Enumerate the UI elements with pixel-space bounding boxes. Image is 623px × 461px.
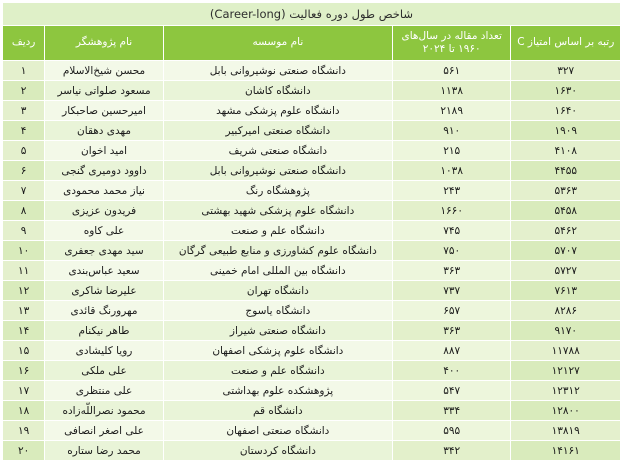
cell-rank: ۵۷۰۷ [511, 241, 621, 261]
cell-papers: ۳۶۳ [392, 261, 511, 281]
cell-researcher: داوود دومیری گنجی [45, 161, 164, 181]
cell-row-number: ۲۰ [3, 441, 45, 461]
cell-row-number: ۱۷ [3, 381, 45, 401]
cell-researcher: امیرحسین صاحبکار [45, 101, 164, 121]
cell-researcher: علی ملکی [45, 361, 164, 381]
cell-papers: ۵۴۷ [392, 381, 511, 401]
column-header-institution: نام موسسه [163, 26, 392, 61]
cell-papers: ۲۴۳ [392, 181, 511, 201]
cell-researcher: فریدون عزیزی [45, 201, 164, 221]
cell-row-number: ۱۸ [3, 401, 45, 421]
cell-row-number: ۲ [3, 81, 45, 101]
cell-institution: دانشگاه علوم پزشکی شهید بهشتی [163, 201, 392, 221]
cell-researcher: مهدی دهقان [45, 121, 164, 141]
cell-researcher: مهرورنگ قائدی [45, 301, 164, 321]
cell-papers: ۳۶۳ [392, 321, 511, 341]
cell-rank: ۱۲۳۱۲ [511, 381, 621, 401]
column-header-papers: تعداد مقاله در سال‌های ۱۹۶۰ تا ۲۰۲۴ [392, 26, 511, 61]
cell-institution: دانشگاه تهران [163, 281, 392, 301]
cell-row-number: ۱ [3, 61, 45, 81]
cell-row-number: ۹ [3, 221, 45, 241]
cell-institution: پژوهشگاه رنگ [163, 181, 392, 201]
cell-papers: ۷۴۵ [392, 221, 511, 241]
table-row [3, 381, 621, 401]
cell-row-number: ۴ [3, 121, 45, 141]
cell-institution: دانشگاه صنعتی نوشیروانی بابل [163, 61, 392, 81]
cell-researcher: سعید عباس‌بندی [45, 261, 164, 281]
cell-institution: دانشگاه یاسوج [163, 301, 392, 321]
cell-papers: ۳۳۴ [392, 401, 511, 421]
cell-researcher: طاهر نیکنام [45, 321, 164, 341]
cell-rank: ۱۲۸۰۰ [511, 401, 621, 421]
table-title-row [3, 3, 621, 26]
cell-rank: ۴۱۰۸ [511, 141, 621, 161]
cell-papers: ۱۶۶۰ [392, 201, 511, 221]
cell-researcher: علی کاوه [45, 221, 164, 241]
cell-researcher: مسعود صلواتی نیاسر [45, 81, 164, 101]
cell-papers: ۴۰۰ [392, 361, 511, 381]
cell-institution: دانشگاه صنعتی نوشیروانی بابل [163, 161, 392, 181]
cell-rank: ۱۹۰۹ [511, 121, 621, 141]
table-row [3, 161, 621, 181]
cell-row-number: ۱۵ [3, 341, 45, 361]
cell-rank: ۹۱۷۰ [511, 321, 621, 341]
column-header-researcher: نام پژوهشگر [45, 26, 164, 61]
table-row [3, 281, 621, 301]
cell-row-number: ۱۶ [3, 361, 45, 381]
cell-rank: ۱۳۸۱۹ [511, 421, 621, 441]
cell-row-number: ۱۰ [3, 241, 45, 261]
cell-researcher: علی اصغر انصافی [45, 421, 164, 441]
cell-papers: ۹۱۰ [392, 121, 511, 141]
cell-row-number: ۶ [3, 161, 45, 181]
cell-institution: دانشگاه قم [163, 401, 392, 421]
table-row [3, 261, 621, 281]
table-row [3, 181, 621, 201]
table-row [3, 341, 621, 361]
table-row [3, 81, 621, 101]
cell-institution: دانشگاه علوم پزشکی اصفهان [163, 341, 392, 361]
cell-researcher: نیاز محمد محمودی [45, 181, 164, 201]
cell-row-number: ۷ [3, 181, 45, 201]
table-row [3, 401, 621, 421]
table-row [3, 61, 621, 81]
cell-rank: ۵۴۶۲ [511, 221, 621, 241]
cell-institution: پژوهشکده علوم بهداشتی [163, 381, 392, 401]
table-row [3, 241, 621, 261]
table-row [3, 301, 621, 321]
cell-researcher: رویا کلیشادی [45, 341, 164, 361]
cell-papers: ۵۹۵ [392, 421, 511, 441]
cell-rank: ۵۳۶۳ [511, 181, 621, 201]
cell-institution: دانشگاه صنعتی اصفهان [163, 421, 392, 441]
cell-rank: ۵۴۵۸ [511, 201, 621, 221]
cell-row-number: ۱۹ [3, 421, 45, 441]
table-row [3, 421, 621, 441]
table-title: شاخص طول دوره فعالیت (Career-long) [3, 3, 621, 26]
cell-researcher: علیرضا شاکری [45, 281, 164, 301]
cell-researcher: امید اخوان [45, 141, 164, 161]
column-header-rank: رتبه بر اساس امتیاز C [511, 26, 621, 61]
cell-rank: ۱۴۱۶۱ [511, 441, 621, 461]
table-body [3, 61, 621, 461]
cell-papers: ۲۱۸۹ [392, 101, 511, 121]
cell-institution: دانشگاه علم و صنعت [163, 361, 392, 381]
table-row [3, 101, 621, 121]
cell-papers: ۸۸۷ [392, 341, 511, 361]
cell-rank: ۸۲۸۶ [511, 301, 621, 321]
cell-researcher: علی منتظری [45, 381, 164, 401]
cell-papers: ۳۴۲ [392, 441, 511, 461]
cell-institution: دانشگاه علوم کشاورزی و منابع طبیعی گرگان [163, 241, 392, 261]
cell-papers: ۲۱۵ [392, 141, 511, 161]
table-row [3, 221, 621, 241]
cell-row-number: ۱۳ [3, 301, 45, 321]
cell-papers: ۷۵۰ [392, 241, 511, 261]
cell-papers: ۱۱۳۸ [392, 81, 511, 101]
cell-institution: دانشگاه علوم پزشکی مشهد [163, 101, 392, 121]
cell-row-number: ۱۱ [3, 261, 45, 281]
table-row [3, 121, 621, 141]
cell-institution: دانشگاه کاشان [163, 81, 392, 101]
cell-rank: ۱۶۴۰ [511, 101, 621, 121]
cell-rank: ۵۷۲۷ [511, 261, 621, 281]
cell-institution: دانشگاه بین المللی امام خمینی [163, 261, 392, 281]
cell-researcher: محسن شیخ‌الاسلام [45, 61, 164, 81]
cell-institution: دانشگاه کردستان [163, 441, 392, 461]
cell-researcher: سید مهدی جعفری [45, 241, 164, 261]
cell-row-number: ۱۴ [3, 321, 45, 341]
cell-institution: دانشگاه صنعتی شریف [163, 141, 392, 161]
table-header-row [3, 26, 621, 61]
cell-institution: دانشگاه علم و صنعت [163, 221, 392, 241]
cell-rank: ۳۲۷ [511, 61, 621, 81]
cell-row-number: ۱۲ [3, 281, 45, 301]
cell-papers: ۱۰۳۸ [392, 161, 511, 181]
cell-papers: ۵۶۱ [392, 61, 511, 81]
cell-row-number: ۵ [3, 141, 45, 161]
table-row [3, 361, 621, 381]
cell-row-number: ۳ [3, 101, 45, 121]
cell-papers: ۷۳۷ [392, 281, 511, 301]
table-row [3, 441, 621, 461]
cell-institution: دانشگاه صنعتی شیراز [163, 321, 392, 341]
cell-researcher: محمود نصراللّه‌زاده [45, 401, 164, 421]
cell-rank: ۱۲۱۲۷ [511, 361, 621, 381]
table-row [3, 201, 621, 221]
cell-researcher: محمد رضا ستاره [45, 441, 164, 461]
table-row [3, 321, 621, 341]
cell-rank: ۱۶۳۰ [511, 81, 621, 101]
cell-institution: دانشگاه صنعتی امیرکبیر [163, 121, 392, 141]
cell-rank: ۷۶۱۳ [511, 281, 621, 301]
researcher-ranking-table [2, 2, 621, 461]
cell-rank: ۱۱۷۸۸ [511, 341, 621, 361]
cell-row-number: ۸ [3, 201, 45, 221]
cell-rank: ۴۴۵۵ [511, 161, 621, 181]
cell-papers: ۶۵۷ [392, 301, 511, 321]
table-row [3, 141, 621, 161]
column-header-row: ردیف [3, 26, 45, 61]
